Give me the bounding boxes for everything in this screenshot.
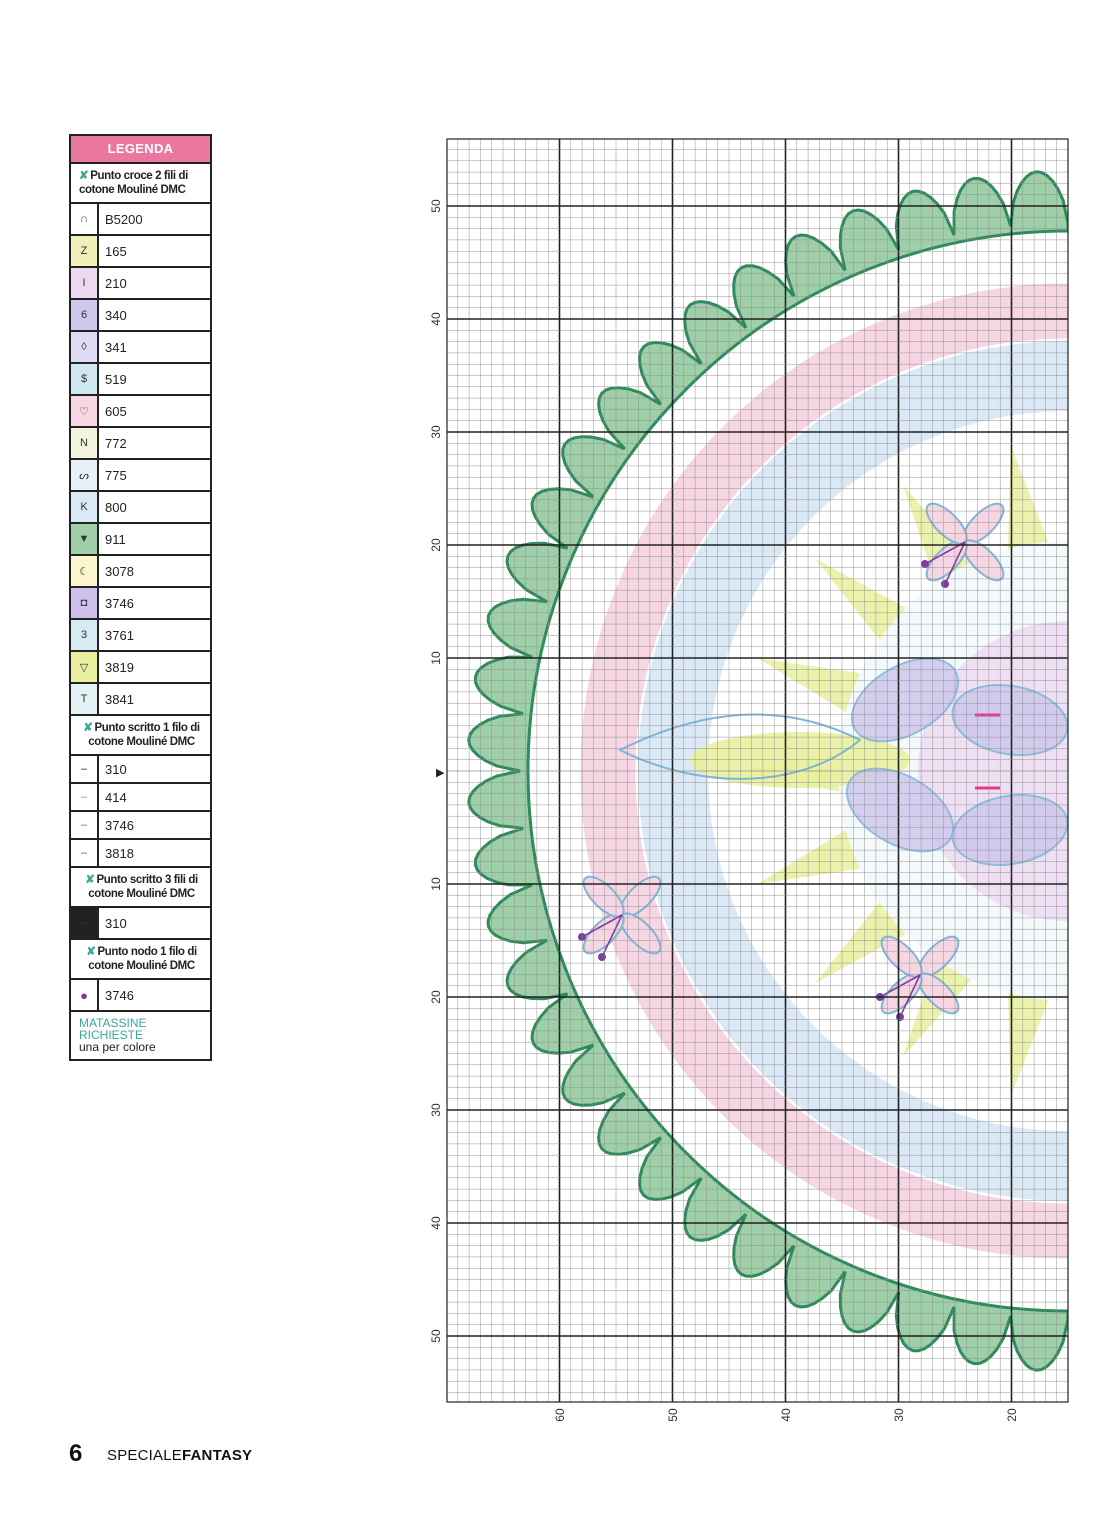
legend-symbol: ● (71, 980, 99, 1010)
legend-symbol: ♡ (71, 396, 99, 426)
bottom-axis-label: 20 (1005, 1408, 1019, 1422)
bottom-axis-label: 50 (666, 1408, 680, 1422)
legend-code: 911 (105, 531, 126, 547)
magazine-title (107, 1447, 252, 1464)
legend-symbol: – (71, 756, 99, 782)
left-axis-label: 40 (429, 312, 443, 326)
left-axis-label: 20 (429, 538, 443, 552)
legend-symbol: N (71, 428, 99, 458)
legend-code: 341 (105, 339, 127, 355)
legend-symbol: 3 (71, 620, 99, 650)
bottom-axis-label: 30 (892, 1408, 906, 1422)
skeins-label: MATASSINE RICHIESTE (79, 1016, 147, 1042)
legend-code: 3819 (105, 659, 134, 675)
left-axis-label: 10 (429, 877, 443, 891)
legend-code: 340 (105, 307, 127, 323)
legend-symbol: ◊ (71, 332, 99, 362)
legend-code: 3746 (105, 987, 134, 1003)
legend-title: LEGENDA (71, 136, 210, 164)
legend-symbol: 6 (71, 300, 99, 330)
legend-code: 775 (105, 467, 127, 483)
legend-code: 165 (105, 243, 127, 259)
legend-symbol: K (71, 492, 99, 522)
legend-symbol: $ (71, 364, 99, 394)
legend-code: 210 (105, 275, 127, 291)
legend-symbol: ∩ (71, 204, 99, 234)
skeins-text: una per colore (79, 1040, 156, 1054)
legend-symbol: ᔕ (71, 460, 99, 490)
cross-stitch-header: ✘ Punto croce 2 fili di cotone Mouliné DMC (71, 164, 210, 204)
left-axis-label: 40 (429, 1216, 443, 1230)
legend-code: 3746 (105, 595, 134, 611)
legend-symbol: ◘ (71, 588, 99, 618)
legend-symbol: Z (71, 236, 99, 266)
left-axis-label: 50 (429, 1329, 443, 1343)
page-number: 6 (69, 1440, 83, 1467)
left-axis-label: 30 (429, 425, 443, 439)
legend-code: 414 (105, 789, 127, 805)
legend-code: 310 (105, 915, 127, 931)
backstitch1-header: ✘ Punto scritto 1 filo di cotone Mouliné DMC (71, 716, 210, 756)
legend-code: 3078 (105, 563, 134, 579)
legend-code: 519 (105, 371, 127, 387)
legend-code: 605 (105, 403, 127, 419)
legend-code: 3761 (105, 627, 134, 643)
legend-symbol: ▽ (71, 652, 99, 682)
cross-mark-icon: ✘ (86, 946, 96, 958)
legend-symbol: ☾ (71, 556, 99, 586)
legend-symbol: – (71, 812, 99, 838)
center-marker-icon: ▶ (436, 766, 445, 779)
legend-code: 3746 (105, 817, 134, 833)
legend-symbol: T (71, 684, 99, 714)
legend-code: 3841 (105, 691, 134, 707)
bottom-axis-label: 40 (779, 1408, 793, 1422)
knot-header: ✘ Punto nodo 1 filo di cotone Mouliné DMC (71, 940, 210, 980)
cross-mark-icon: ✘ (83, 722, 93, 734)
legend-symbol: I (71, 268, 99, 298)
legend-code: 772 (105, 435, 127, 451)
left-axis-label: 50 (429, 199, 443, 213)
legend-code: B5200 (105, 211, 143, 227)
legend-code: 310 (105, 761, 127, 777)
legend-symbol: – (71, 840, 99, 866)
bottom-axis-label: 60 (553, 1408, 567, 1422)
legend-symbol: – (71, 908, 99, 938)
left-axis-label: 30 (429, 1103, 443, 1117)
legend-code: 800 (105, 499, 127, 515)
magazine-name: FANTASY (181, 1447, 253, 1464)
knot-dot (921, 560, 929, 568)
legend-code: 3818 (105, 845, 134, 861)
legend-symbol: – (71, 784, 99, 810)
left-axis-label: 10 (429, 651, 443, 665)
cross-mark-icon: ✘ (85, 874, 95, 886)
cross-mark-icon: ✘ (79, 170, 89, 182)
legend-symbol: ▼ (71, 524, 99, 554)
left-axis-label: 20 (429, 990, 443, 1004)
knot-dot (941, 580, 949, 588)
backstitch3-header: ✘ Punto scritto 3 fili di cotone Mouliné DMC (71, 868, 210, 908)
magazine-prefix: SPECIALE (107, 1447, 182, 1464)
